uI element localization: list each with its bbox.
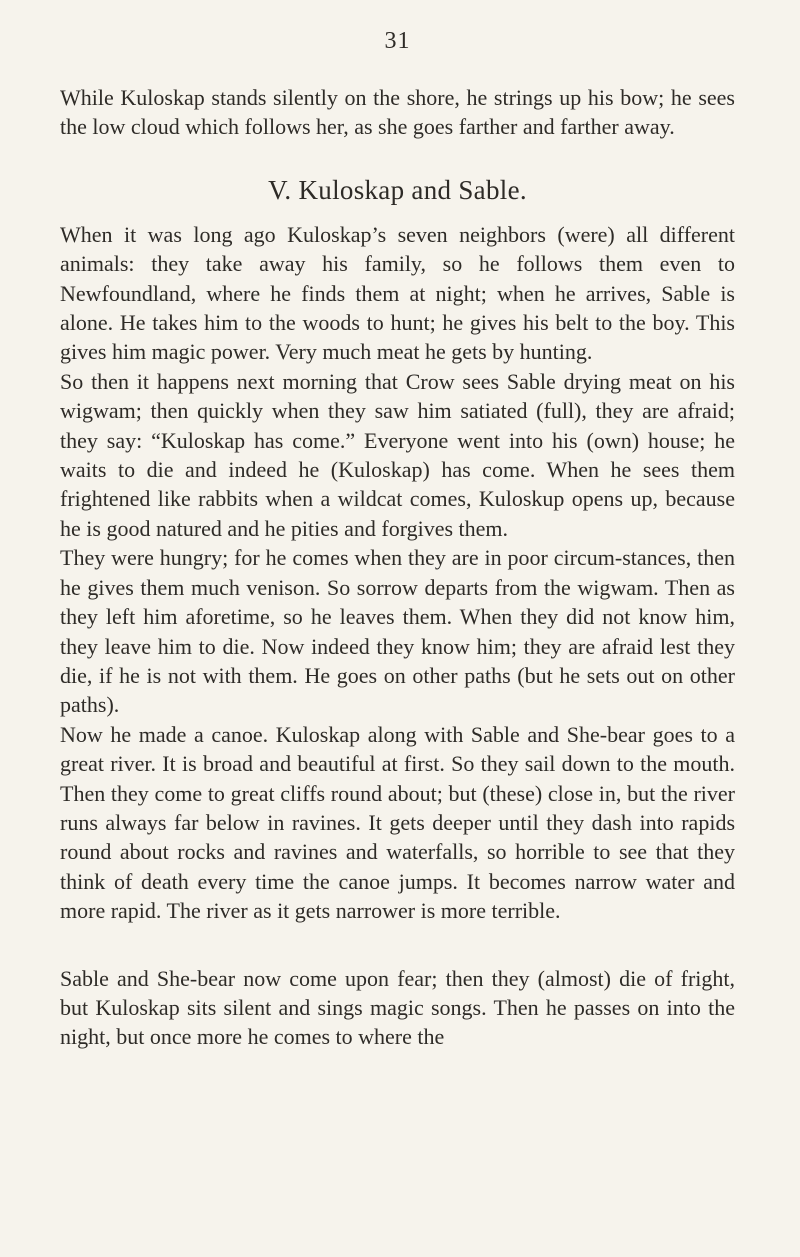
closing-paragraph: Sable and She-bear now come upon fear; then they (almost) die of fright, but Kuloskap sits silent and sings magic songs. Then he passes on into the night, but once more he comes to where the	[60, 965, 735, 1050]
body-paragraph-1: When it was long ago Kuloskap’s seven neighbors (were) all different animals: they take away his family, so he follows them even to Newfoundland, where he finds them at night; when he arrives, Sable is alone. He takes him to the woods to hunt; he gives his belt to the boy. This gives him magic power. Very much meat he gets by hunting.	[60, 221, 735, 365]
opening-paragraph: While Kuloskap stands silently on the shore, he strings up his bow; he sees the low cloud which follows her, as she goes farther and farther away.	[60, 85, 735, 140]
body-paragraph-3: They were hungry; for he comes when they are in poor circum-stances, then he gives them much venison. So sorrow departs from the wigwam. Then as they left him aforetime, so he leaves them. When they did not know him, they leave him to die. Now indeed they know him; they are afraid lest they die, if he is not with them. He goes on other paths (but he sets out on other paths).	[60, 545, 735, 718]
paragraph-gap	[60, 926, 735, 964]
book-page	[60, 28, 735, 1052]
body-paragraph-2: So then it happens next morning that Crow sees Sable drying meat on his wigwam; then quickly when they saw him satiated (full), they are afraid; they say: “Kuloskap has come.” Everyone went into his (own) house; he waits to die and indeed he (Kuloskap) has come. When he sees them frightened like rabbits when a wildcat comes, Kuloskup opens up, because he is good natured and he pities and forgives them.	[60, 368, 735, 541]
section-heading: V. Kuloskap and Sable.	[268, 174, 527, 205]
body-paragraph-4: Now he made a canoe. Kuloskap along with Sable and She-bear goes to a great river. It is broad and beautiful at first. So they sail down to the mouth. Then they come to great cliffs round about; but (these) close in, but the river runs always far below in ravines. It gets deeper until they dash into rapids round about rocks and ravines and waterfalls, so horrible to see that they think of death every time the canoe jumps. It becomes narrow water and more rapid. The river as it gets narrower is more terrible.	[60, 721, 735, 924]
page-number: 31	[384, 28, 411, 54]
